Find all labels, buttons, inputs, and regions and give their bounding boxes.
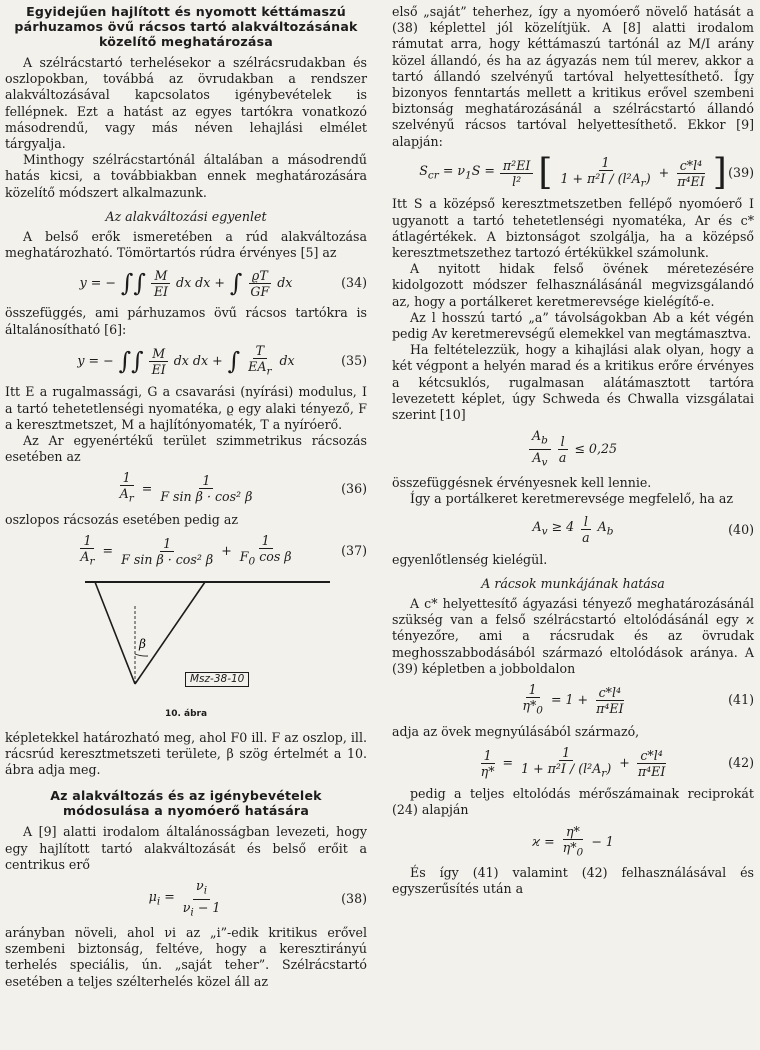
equation-35 xyxy=(5,343,367,380)
equation-39 xyxy=(392,152,754,194)
equation-number: (34) xyxy=(341,275,367,291)
paragraph: egyenlőtlenség kielégül. xyxy=(392,551,548,567)
equation-37 xyxy=(5,533,367,570)
equation-40 xyxy=(392,513,754,547)
equation-number: (41) xyxy=(728,692,754,708)
equation-41 xyxy=(392,682,754,719)
equation-36 xyxy=(5,470,367,507)
paragraph: A belső erők ismeretében a rúd alakváltozása meghatározható. Tömörtartós rúdra érvényes [5] az xyxy=(5,229,367,261)
equation-number: (36) xyxy=(341,480,367,496)
section-heading-1: Egyidejűen hajlított és nyomott kéttámaszú párhuzamos övű rácsos tartó alakváltozásának közelítő meghatározása xyxy=(14,4,358,49)
paragraph: összefüggés, ami párhuzamos övű rácsos tartókra is általánosítható [6]: xyxy=(5,305,367,337)
section-heading-2: Az alakváltozás és az igénybevételek módosulása a nyomóerő hatására xyxy=(50,788,322,819)
paragraph: képletekkel határozható meg, ahol F0 ill. F az oszlop, ill. rácsrúd keresztmetszeti területe, β szög értelmét a 10. ábra adja meg. xyxy=(5,729,367,778)
paragraph: arányban növeli, ahol νi az „i”-edik kritikus erővel szembeni biztonság, feltéve, hogy a keresztirányú terhelés speciális, ún. „saját teher”. Szélrácstartó esetében a teljes szélterhelés közel áll az xyxy=(5,925,367,989)
paragraph: A [9] alatti irodalom általánosságban levezeti, hogy egy hajlított tartó alakváltozását és belső erőit a centrikus erő xyxy=(5,824,367,872)
paragraph: A nyitott hidak felső övének méretezésére kidolgozott módszer felhasználásánál megvizsgálandó az, hogy a portálkeret keretmerevsége kielégítő-e. xyxy=(392,261,754,309)
equation-38 xyxy=(5,878,367,920)
equation-42-body: $\frac{1}{\eta*}$ = $\frac{1}{1 + \pi^2I / (l^2A_r)}$ + $\frac{\text{c*l⁴}}{\text{π⁴EI}}$ xyxy=(480,744,666,780)
equation-number: (42) xyxy=(728,754,754,770)
equation-number: (37) xyxy=(341,543,367,559)
right-column xyxy=(392,4,754,898)
equation-34-body: y = − ∫∫ $\frac{M}{EI}$ dx dx + ∫ $\frac{ϱT}{GF}$ dx xyxy=(79,267,293,299)
equation-number: (39) xyxy=(728,164,754,180)
equation-41-body: $\frac{1}{\eta*_0}$ = 1 + $\frac{\text{c*l⁴}}{\text{π⁴EI}}$ xyxy=(522,682,624,717)
subheading-lattice-work: A rácsok munkájának hatása xyxy=(481,575,665,591)
equation-35-body: y = − ∫∫ $\frac{M}{EI}$ dx dx + ∫ $\frac{T}{EA_r}$ dx xyxy=(77,342,295,378)
left-column xyxy=(5,4,367,990)
equation-38-body: $\mu_i$ = $\frac{\nu_i}{\nu_i - 1}$ xyxy=(148,878,221,919)
equation-40-body: $A_v \ge 4$ $\frac{l}{a}$ $A_b$ xyxy=(532,514,614,546)
paragraph: A szélrácstartó terhelésekor a szélrácsrudakban és oszlopokban, továbbá az övrudakban a rendszer alakváltozásával kapcsolatos igénybevételek is fellépnek. Ezt a hatást az egyes tartókra vonatkozó másodrendű, vagy más néven lehajlási elmélet tárgyalja. xyxy=(5,55,367,152)
diagonal-right xyxy=(135,582,205,684)
equation-42 xyxy=(392,745,754,782)
equation-number: (38) xyxy=(341,890,367,906)
equation-kappa-body: ϰ = $\frac{\eta*}{\eta*_0}$ − 1 xyxy=(532,823,614,859)
paragraph: Minthogy szélrácstartónál általában a másodrendű hatás kicsi, a továbbiakban ennek meghatározására közelítő módszert alkalmazunk. xyxy=(5,152,367,200)
subheading-deformation-equation: Az alakváltozási egyenlet xyxy=(105,208,267,224)
paragraph: oszlopos rácsozás esetében pedig az xyxy=(5,511,238,527)
angle-arc xyxy=(135,654,148,656)
paragraph: És így (41) valamint (42) felhasználásával és egyszerűsítés után a xyxy=(392,865,754,897)
equation-34 xyxy=(5,266,367,300)
paragraph: pedig a teljes eltolódás mérőszámainak reciprokát (24) alapján xyxy=(392,786,754,818)
equation-37-body: $\frac{1}{A_r}$ = $\frac{1}{\text{F sin β · cos² β}}$ + $\frac{1}{F_0 \cos \beta}$ xyxy=(80,533,292,568)
equation-unnumbered-kappa xyxy=(392,824,754,861)
paragraph: Ha feltételezzük, hogy a kihajlási alak olyan, hogy a két végpont a helyén marad és a kritikus erőre érvényes a kétcsuklós, rugalmasan alátámasztott tartóra levezetett képlet, úgy Schweda és Chwalla vizsgálatai szerint [10] xyxy=(392,342,754,422)
beta-label: β xyxy=(139,636,146,651)
paragraph: Az Ar egyenértékű terület szimmetrikus rácsozás esetében az xyxy=(5,432,367,465)
equation-39-body: $S_{cr} = \nu_1S$ = $\frac{\text{π²EI}}{\text{l²}}$ [ $\frac{1}{1 + \pi^2I / (l^2A_r)}$ + $\frac{\text{c*l⁴}}{\text{π⁴EI}}$ ] xyxy=(419,152,727,194)
figure-caption: 10. ábra xyxy=(164,708,208,719)
paragraph: összefüggésnek érvényesnek kell lennie. xyxy=(392,475,652,491)
paragraph: első „saját” teherhez, így a nyomóerő növelő hatását a (38) képlettel jól közelítjük. A [8] alatti irodalom rámutat arra, hogy kéttámaszú tartónál az M/I arány közel állandó, és ha az ágyazás nem túl merev, akkor a tartó állandó szelvényű tartóval helyettesíthető. Így bizonyos fenntartás mellett a kritikus erővel szembeni biztonság meghatározásánál a szélrácstartó állandó szelvényű rácsos tartóval helyettesíthető. Ekkor [9] alapján: xyxy=(392,4,754,149)
figure-10 xyxy=(5,576,367,704)
equation-ratio-body: $\frac{A_b}{A_v}$ $\frac{l}{a}$ ≤ 0,25 xyxy=(529,428,617,470)
equation-unnumbered-ratio xyxy=(392,428,754,470)
diagonal-left xyxy=(95,582,135,684)
equation-36-body: $\frac{1}{A_r}$ = $\frac{1}{\text{F sin β · cos² β}}$ xyxy=(119,470,253,505)
paragraph: Az l hosszú tartó „a” távolságokban Ab a két végén pedig Av keretmerevségű elemekkel van megtámasztva. xyxy=(392,309,754,341)
paragraph: Itt E a rugalmassági, G a csavarási (nyírási) modulus, I a tartó tehetetlenségi nyomatéka, ϱ egy alaki tényező, F a keresztmetszet, M a hajlítónyomaték, T a nyíróerő. xyxy=(5,384,367,432)
equation-number: (35) xyxy=(341,352,367,368)
paragraph: adja az övek megnyúlásából származó, xyxy=(392,723,640,739)
figure-stamp: Msz-38-10 xyxy=(185,672,249,687)
paragraph: A c* helyettesítő ágyazási tényező meghatározásánál szükség van a felső szélrácstartó eltolódásánál egy ϰ tényezőre, ami a rácsrudak és az övrudak meghosszabbodásából származó eltolódások aránya. A (39) képletben a jobboldalon xyxy=(392,596,754,676)
paragraph: Itt S a középső keresztmetszetben fellépő nyomóerő I ugyanott a tartó tehetetlenségi nyomatéka, Ar és c* átlagértékek. A biztonságot szolgálja, ha a középső keresztmetszethez tartozó értékükkel számolunk. xyxy=(392,196,754,260)
equation-number: (40) xyxy=(728,521,754,537)
paragraph: Így a portálkeret keretmerevsége megfelelő, ha az xyxy=(410,491,734,507)
